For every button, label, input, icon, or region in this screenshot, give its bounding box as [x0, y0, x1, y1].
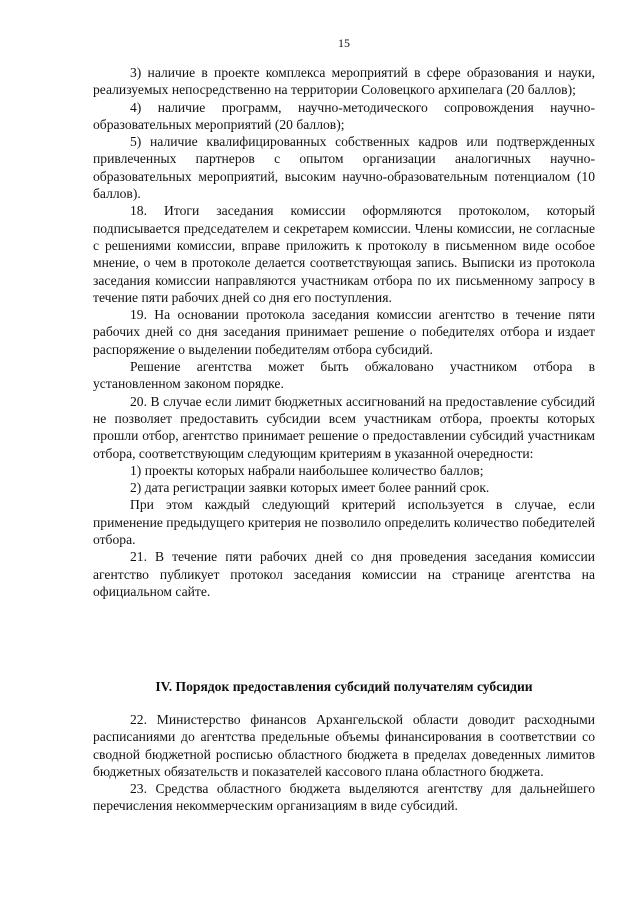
paragraph-clause-22: 22. Министерство финансов Архангельской области доводит расходными расписаниями до агентства предельные объемы финансирования в соответствии со сводной бюджетной росписью областного бюджета в пределах доведенных лимитов бюджетных обязательств и показателей кассового плана областного бюджета. [93, 712, 595, 779]
page-number: 15 [338, 36, 350, 50]
paragraph-criteria-note: При этом каждый следующий критерий используется в случае, если применение предыдущего критерия не позволило определить количество победителей отбора. [93, 497, 595, 548]
paragraph-clause-23: 23. Средства областного бюджета выделяются агентству для дальнейшего перечисления некоммерческим организациям в виде субсидий. [93, 781, 595, 814]
paragraph-clause-20: 20. В случае если лимит бюджетных ассигнований на предоставление субсидий не позволяет предоставить субсидии всем участникам отбора, проекты которых прошли отбор, агентство принимает решение о предоставлении субсидий участникам отбора, соответствующим следующим критериям в указанной очередности: [93, 393, 595, 461]
paragraph-clause-21: 21. В течение пяти рабочих дней со дня проведения заседания комиссии агентство публикует протокол заседания комиссии на странице агентства на официальном сайте. [93, 549, 595, 599]
section-heading: IV. Порядок предоставления субсидий получателям субсидии [155, 679, 533, 694]
paragraph-appeal: Решение агентства может быть обжаловано участником отбора в установленном законом порядке. [93, 359, 595, 392]
body-text-top [93, 64, 595, 600]
paragraph-clause-19: 19. На основании протокола заседания комиссии агентство в течение пяти рабочих дней со дня заседания принимает решение о победителях отбора и издает распоряжение о выделении победителям отбора субсидий. [93, 307, 595, 357]
paragraph-criterion-1: 1) проекты которых набрали наибольшее количество баллов; [130, 462, 484, 478]
body-text-bottom [93, 711, 595, 815]
paragraph-clause-18: 18. Итоги заседания комиссии оформляются протоколом, который подписывается председателем и секретарем комиссии. Члены комиссии, не согласные с решениями комиссии, вправе приложить к протоколу в письменном виде особое мнение, о чем в протоколе делается соответствующая запись. Выписки из протокола заседания комиссии направляются участникам отбора по их письменному запросу в течение пяти рабочих дней со дня его поступления. [93, 203, 595, 305]
paragraph-criterion-2: 2) дата регистрации заявки которых имеет более ранний срок. [130, 480, 490, 496]
paragraph-item-4: 4) наличие программ, научно-методического сопровождения научно-образовательных мероприятий (20 баллов); [93, 99, 595, 132]
paragraph-item-3: 3) наличие в проекте комплекса мероприятий в сфере образования и науки, реализуемых непосредственно на территории Соловецкого архипелага (20 баллов); [93, 65, 595, 98]
paragraph-item-5: 5) наличие квалифицированных собственных кадров или подтвержденных привлеченных партнеров с опытом организации аналогичных научно-образовательных мероприятий, высоким научно-образовательным потенциалом (10 баллов). [93, 134, 595, 202]
